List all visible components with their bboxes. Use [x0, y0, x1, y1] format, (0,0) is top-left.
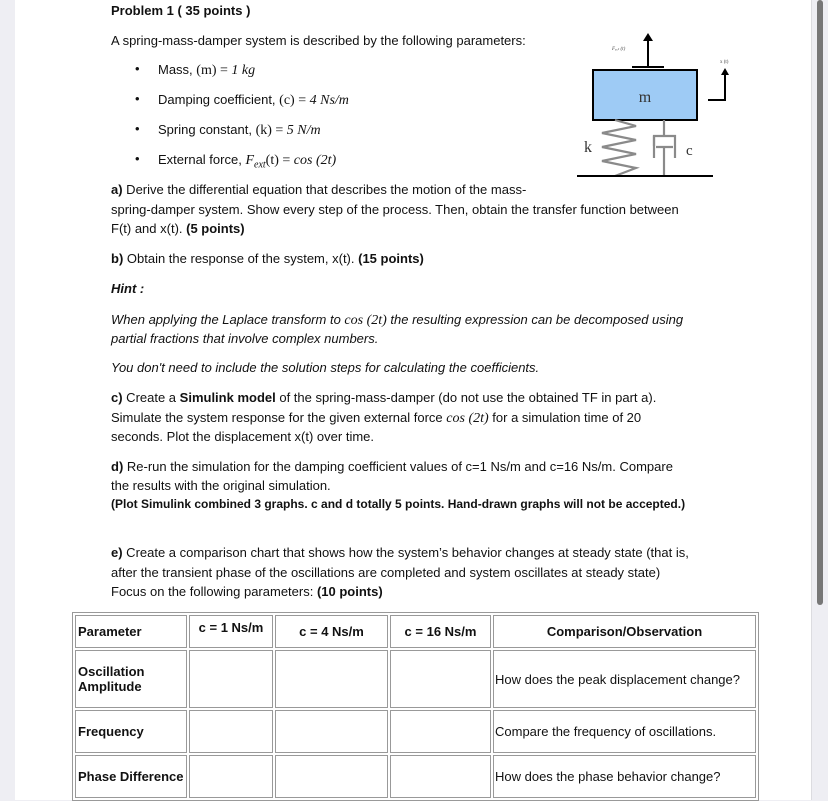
header-c1: c = 1 Ns/m	[189, 615, 273, 648]
cell-c16[interactable]	[390, 650, 491, 708]
part-d-line2: the results with the original simulation.	[111, 478, 331, 493]
part-d-note: (Plot Simulink combined 3 graphs. c and d totally 5 points. Hand-drawn graphs will not be accepted.)	[111, 497, 686, 511]
external-force-arrow-icon	[632, 33, 664, 67]
part-e-line2: after the transient phase of the oscillations are completed and system oscillates at steady state)	[111, 565, 661, 580]
problem-intro: A spring-mass-damper system is described by the following parameters:	[111, 33, 526, 48]
part-a-line2: spring-damper system. Show every step of the process. Then, obtain the transfer function between	[111, 202, 679, 217]
table-header-row	[75, 615, 756, 648]
vertical-scrollbar[interactable]	[811, 0, 828, 800]
parameter-mass: Mass, (m) = 1 kg	[158, 62, 256, 78]
cell-c4[interactable]	[275, 755, 388, 798]
hint-line2: partial fractions that involve complex numbers.	[111, 331, 379, 346]
force-label: Fₑₓₜ (t)	[612, 47, 626, 52]
cell-c16[interactable]	[390, 755, 491, 798]
part-e-line1: e) Create a comparison chart that shows how the system’s behavior changes at steady state (that is,	[111, 545, 689, 560]
hint-label: Hint :	[111, 281, 145, 296]
part-e-line3: Focus on the following parameters: (10 points)	[111, 584, 383, 599]
displacement-label: x (t)	[720, 60, 729, 65]
row-param: Frequency	[75, 710, 187, 753]
cell-c1[interactable]	[189, 755, 273, 798]
table-row	[75, 755, 756, 798]
part-b: b) Obtain the response of the system, x(t). (15 points)	[111, 251, 424, 266]
parameter-spring: Spring constant, (k) = 5 N/m	[158, 122, 321, 138]
table-row	[75, 710, 756, 753]
cell-c1[interactable]	[189, 650, 273, 708]
hint-line1: When applying the Laplace transform to cos (2t) the resulting expression can be decomposed using	[111, 312, 684, 328]
spring-icon	[602, 120, 636, 176]
bullet-icon: •	[135, 61, 140, 76]
part-a-line1: a) Derive the differential equation that describes the motion of the mass-	[111, 182, 527, 197]
table-row	[75, 650, 756, 708]
scrollbar-thumb[interactable]	[817, 0, 823, 605]
value: 1 kg	[231, 63, 256, 78]
spring-mass-damper-diagram	[570, 25, 740, 185]
damper-icon	[654, 120, 675, 176]
bullet-icon: •	[135, 151, 140, 166]
hint-line3: You don't need to include the solution steps for calculating the coefficients.	[111, 360, 540, 375]
cell-c1[interactable]	[189, 710, 273, 753]
symbol: (m)	[196, 63, 217, 78]
spring-label: k	[584, 139, 592, 156]
damper-label: c	[686, 143, 693, 159]
header-c4: c = 4 Ns/m	[275, 615, 388, 648]
cell-c16[interactable]	[390, 710, 491, 753]
part-c-line3: seconds. Plot the displacement x(t) over time.	[111, 429, 375, 444]
row-param: Oscillation Amplitude	[75, 650, 187, 708]
cell-c4[interactable]	[275, 710, 388, 753]
part-c-line1: c) Create a Simulink model of the spring-mass-damper (do not use the obtained TF in part a).	[111, 390, 657, 405]
mass-label: m	[638, 89, 652, 106]
comparison-table	[72, 612, 759, 801]
problem-title: Problem 1 ( 35 points )	[111, 3, 251, 18]
part-a-line3: F(t) and x(t). (5 points)	[111, 221, 245, 236]
parameter-damping: Damping coefficient, (c) = 4 Ns/m	[158, 92, 349, 108]
part-d-line1: d) Re-run the simulation for the damping coefficient values of c=1 Ns/m and c=16 Ns/m. Compare	[111, 459, 673, 474]
part-c-line2: Simulate the system response for the given external force cos (2t) for a simulation time of 20	[111, 410, 642, 426]
parameter-force: External force, $F_{ext}(t) = \cos (2t)$	[158, 152, 337, 171]
bullet-icon: •	[135, 91, 140, 106]
header-parameter: Parameter	[75, 615, 187, 648]
displacement-arrow-icon	[708, 68, 729, 100]
header-observation: Comparison/Observation	[493, 615, 756, 648]
cell-c4[interactable]	[275, 650, 388, 708]
cell-observation: Compare the frequency of oscillations.	[493, 710, 756, 753]
header-c16: c = 16 Ns/m	[390, 615, 491, 648]
cell-observation: How does the peak displacement change?	[493, 650, 756, 708]
cell-observation: How does the phase behavior change?	[493, 755, 756, 798]
row-param: Phase Difference	[75, 755, 187, 798]
bullet-icon: •	[135, 121, 140, 136]
